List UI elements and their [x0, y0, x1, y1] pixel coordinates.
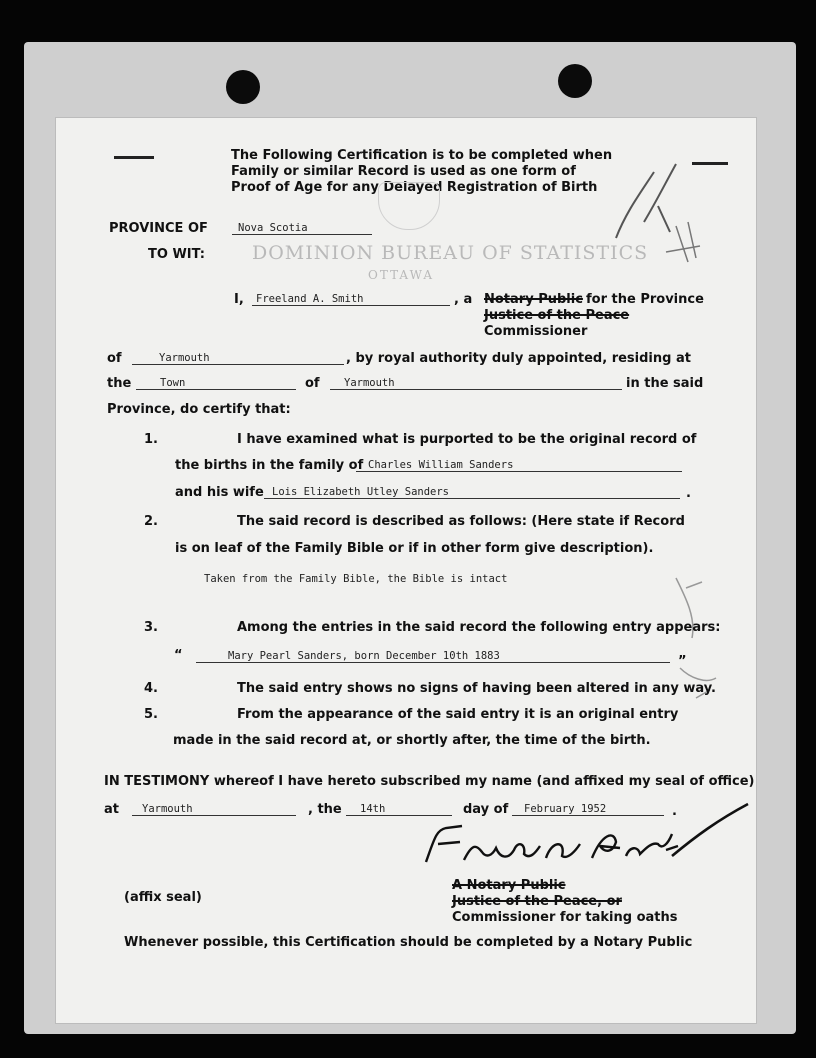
- margin-mark-left: [114, 156, 154, 159]
- testimony-day-value: 14th: [360, 803, 386, 815]
- item-3-value: Mary Pearl Sanders, born December 10th 1883: [228, 650, 500, 662]
- province-label: PROVINCE OF: [109, 221, 208, 236]
- item-2-line-1: The said record is described as follows: (Here state if Record: [237, 514, 685, 529]
- item-1-wife-label: and his wife: [175, 485, 264, 500]
- residence-authority-text: , by royal authority duly appointed, residing at: [346, 351, 691, 366]
- province-line: [232, 234, 372, 235]
- pencil-annotation: [596, 142, 716, 272]
- signature-notary-struck: A Notary Public: [452, 878, 566, 893]
- item-4-number: 4.: [144, 681, 158, 696]
- signature-justice-struck: Justice of the Peace, or: [452, 894, 622, 909]
- testimony-line: IN TESTIMONY whereof I have hereto subscribed my name (and affixed my seal of office): [104, 774, 755, 789]
- affix-seal-label: (affix seal): [124, 890, 202, 905]
- item-3-open-quote: “: [174, 648, 183, 663]
- handwritten-signature: [416, 800, 756, 880]
- residence-of-value: Yarmouth: [159, 352, 210, 364]
- declarant-commissioner: Commissioner: [484, 324, 588, 339]
- item-5-line-2: made in the said record at, or shortly after, the time of the birth.: [173, 733, 651, 748]
- item-1-line-1: I have examined what is purported to be the original record of: [237, 432, 697, 447]
- punch-hole-left: [226, 70, 260, 104]
- item-1-wife-line: [264, 498, 680, 499]
- testimony-at-value: Yarmouth: [142, 803, 193, 815]
- declarant-a: , a: [454, 292, 473, 307]
- declarant-name: Freeland A. Smith: [256, 293, 364, 305]
- residence-town-line: [136, 389, 296, 390]
- item-1-period: .: [686, 486, 691, 501]
- testimony-at-line: [132, 815, 296, 816]
- testimony-period: .: [672, 804, 677, 819]
- crest-icon: [378, 182, 440, 230]
- item-2-number: 2.: [144, 514, 158, 529]
- residence-certify: Province, do certify that:: [107, 402, 291, 417]
- residence-of2-line: [330, 389, 622, 390]
- item-3-line: [196, 662, 670, 663]
- residence-said-province: in the said: [626, 376, 704, 391]
- item-1-number: 1.: [144, 432, 158, 447]
- item-1-family-label: the births in the family of: [175, 458, 364, 473]
- certificate-page: [56, 118, 756, 1023]
- header-line-1: The Following Certification is to be completed when: [231, 148, 613, 163]
- testimony-the-label: , the: [308, 802, 342, 817]
- item-2-line-2: is on leaf of the Family Bible or if in other form give description).: [175, 541, 654, 556]
- item-1-husband: Charles William Sanders: [368, 459, 514, 471]
- to-wit-label: TO WIT:: [148, 247, 205, 262]
- punch-hole-right: [558, 64, 592, 98]
- header-line-3: Proof of Age for any Delayed Registration of Birth: [231, 180, 598, 195]
- item-3-line-1: Among the entries in the said record the following entry appears:: [237, 620, 721, 635]
- signature-commissioner: Commissioner for taking oaths: [452, 910, 678, 925]
- declarant-prefix: I,: [234, 292, 244, 307]
- item-5-number: 5.: [144, 707, 158, 722]
- declarant-for-province: for the Province: [586, 292, 704, 307]
- residence-of2-value: Yarmouth: [344, 377, 395, 389]
- residence-of-label: of: [107, 351, 122, 366]
- footer-note: Whenever possible, this Certification should be completed by a Notary Public: [124, 935, 693, 950]
- testimony-at-label: at: [104, 802, 119, 817]
- residence-the-label: the: [107, 376, 132, 391]
- item-4-line-1: The said entry shows no signs of having been altered in any way.: [237, 681, 716, 696]
- testimony-month-year: February 1952: [524, 803, 607, 815]
- stamp-city: OTTAWA: [368, 268, 434, 282]
- residence-of2-label: of: [305, 376, 320, 391]
- item-5-line-1: From the appearance of the said entry it is an original entry: [237, 707, 679, 722]
- header-line-2: Family or similar Record is used as one form of: [231, 164, 576, 179]
- declarant-justice-struck: Justice of the Peace: [484, 308, 630, 323]
- declarant-notary-struck: Notary Public: [484, 292, 583, 307]
- item-3-close-quote: ”: [678, 654, 687, 669]
- residence-town-value: Town: [160, 377, 186, 389]
- testimony-day-of-label: day of: [463, 802, 509, 817]
- item-3-number: 3.: [144, 620, 158, 635]
- item-2-value: Taken from the Family Bible, the Bible is intact: [204, 573, 508, 585]
- item-1-husband-line: [356, 471, 682, 472]
- item-1-wife: Lois Elizabeth Utley Sanders: [272, 486, 450, 498]
- declarant-line: [252, 305, 450, 306]
- residence-of-line: [132, 364, 344, 365]
- stamp-bureau-name: DOMINION BUREAU OF STATISTICS: [252, 242, 649, 264]
- province-value: Nova Scotia: [238, 222, 308, 234]
